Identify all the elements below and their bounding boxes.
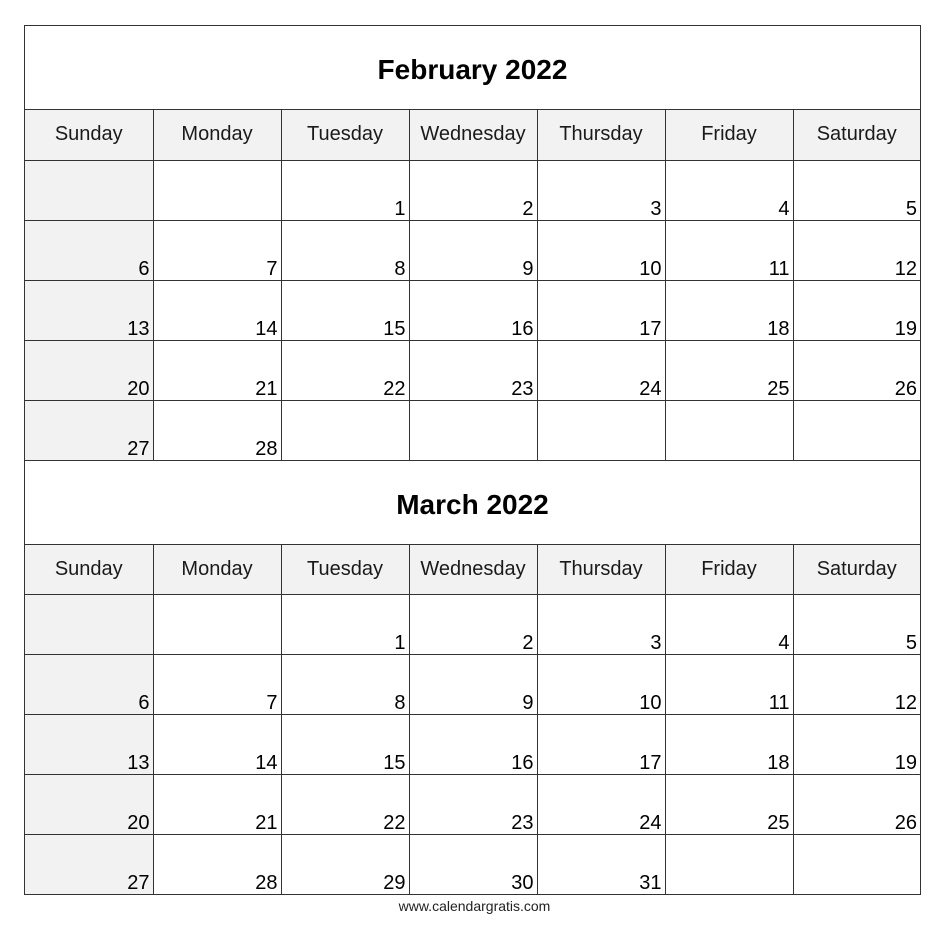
month-title: March 2022 bbox=[25, 461, 920, 545]
day-cell: 17 bbox=[537, 715, 665, 775]
week-row bbox=[25, 655, 920, 715]
weekday-sunday: Sunday bbox=[25, 110, 153, 160]
day-cell: 21 bbox=[153, 775, 281, 835]
day-cell: 3 bbox=[537, 595, 665, 655]
day-cell: 22 bbox=[281, 340, 409, 400]
day-cell: 2 bbox=[409, 595, 537, 655]
day-cell: 24 bbox=[537, 775, 665, 835]
day-cell: 16 bbox=[409, 715, 537, 775]
day-cell: 27 bbox=[25, 400, 153, 460]
weekday-header-row bbox=[25, 110, 920, 160]
week-row bbox=[25, 835, 920, 895]
day-cell: 12 bbox=[793, 220, 920, 280]
month-title: February 2022 bbox=[25, 26, 920, 110]
day-cell: 5 bbox=[793, 160, 920, 220]
day-cell: 23 bbox=[409, 340, 537, 400]
day-cell: 21 bbox=[153, 340, 281, 400]
day-cell: 20 bbox=[25, 340, 153, 400]
week-row bbox=[25, 400, 920, 460]
week-row bbox=[25, 775, 920, 835]
footer-url[interactable]: www.calendargratis.com bbox=[398, 898, 551, 914]
day-cell: 14 bbox=[153, 280, 281, 340]
month-grid bbox=[25, 545, 920, 896]
day-cell: 10 bbox=[537, 220, 665, 280]
day-cell: 15 bbox=[281, 715, 409, 775]
day-cell bbox=[25, 595, 153, 655]
day-cell: 9 bbox=[409, 220, 537, 280]
day-cell: 6 bbox=[25, 220, 153, 280]
day-cell: 25 bbox=[665, 340, 793, 400]
weekday-monday: Monday bbox=[153, 110, 281, 160]
day-cell bbox=[153, 160, 281, 220]
day-cell: 22 bbox=[281, 775, 409, 835]
day-cell: 31 bbox=[537, 835, 665, 895]
day-cell bbox=[793, 835, 920, 895]
day-cell: 9 bbox=[409, 655, 537, 715]
day-cell: 26 bbox=[793, 340, 920, 400]
day-cell: 20 bbox=[25, 775, 153, 835]
day-cell: 26 bbox=[793, 775, 920, 835]
day-cell: 8 bbox=[281, 655, 409, 715]
weekday-monday: Monday bbox=[153, 545, 281, 595]
weekday-friday: Friday bbox=[665, 110, 793, 160]
week-row bbox=[25, 220, 920, 280]
day-cell bbox=[409, 400, 537, 460]
weekday-thursday: Thursday bbox=[537, 545, 665, 595]
day-cell: 18 bbox=[665, 715, 793, 775]
weekday-saturday: Saturday bbox=[793, 545, 920, 595]
day-cell: 3 bbox=[537, 160, 665, 220]
day-cell: 14 bbox=[153, 715, 281, 775]
day-cell: 16 bbox=[409, 280, 537, 340]
weekday-header-row bbox=[25, 545, 920, 595]
day-cell bbox=[153, 595, 281, 655]
day-cell: 30 bbox=[409, 835, 537, 895]
day-cell: 1 bbox=[281, 160, 409, 220]
day-cell bbox=[665, 835, 793, 895]
day-cell: 29 bbox=[281, 835, 409, 895]
week-row bbox=[25, 160, 920, 220]
weekday-tuesday: Tuesday bbox=[281, 545, 409, 595]
day-cell: 19 bbox=[793, 715, 920, 775]
day-cell: 4 bbox=[665, 160, 793, 220]
day-cell: 15 bbox=[281, 280, 409, 340]
day-cell: 13 bbox=[25, 715, 153, 775]
day-cell: 25 bbox=[665, 775, 793, 835]
weekday-tuesday: Tuesday bbox=[281, 110, 409, 160]
day-cell bbox=[537, 400, 665, 460]
day-cell: 11 bbox=[665, 220, 793, 280]
day-cell: 6 bbox=[25, 655, 153, 715]
month-block-february bbox=[25, 26, 920, 461]
day-cell: 23 bbox=[409, 775, 537, 835]
day-cell: 10 bbox=[537, 655, 665, 715]
day-cell: 1 bbox=[281, 595, 409, 655]
day-cell: 27 bbox=[25, 835, 153, 895]
day-cell: 2 bbox=[409, 160, 537, 220]
day-cell: 8 bbox=[281, 220, 409, 280]
day-cell: 11 bbox=[665, 655, 793, 715]
weekday-sunday: Sunday bbox=[25, 545, 153, 595]
week-row bbox=[25, 715, 920, 775]
day-cell: 12 bbox=[793, 655, 920, 715]
day-cell: 7 bbox=[153, 655, 281, 715]
day-cell bbox=[665, 400, 793, 460]
calendar-sheet bbox=[24, 25, 921, 895]
week-row bbox=[25, 280, 920, 340]
day-cell bbox=[281, 400, 409, 460]
weekday-saturday: Saturday bbox=[793, 110, 920, 160]
month-grid bbox=[25, 110, 920, 461]
day-cell: 5 bbox=[793, 595, 920, 655]
day-cell: 18 bbox=[665, 280, 793, 340]
day-cell: 19 bbox=[793, 280, 920, 340]
week-row bbox=[25, 595, 920, 655]
day-cell bbox=[25, 160, 153, 220]
day-cell: 17 bbox=[537, 280, 665, 340]
day-cell: 24 bbox=[537, 340, 665, 400]
day-cell: 13 bbox=[25, 280, 153, 340]
weekday-wednesday: Wednesday bbox=[409, 545, 537, 595]
day-cell: 4 bbox=[665, 595, 793, 655]
weekday-friday: Friday bbox=[665, 545, 793, 595]
day-cell: 28 bbox=[153, 400, 281, 460]
day-cell: 28 bbox=[153, 835, 281, 895]
week-row bbox=[25, 340, 920, 400]
day-cell bbox=[793, 400, 920, 460]
month-block-march bbox=[25, 461, 920, 896]
day-cell: 7 bbox=[153, 220, 281, 280]
weekday-thursday: Thursday bbox=[537, 110, 665, 160]
weekday-wednesday: Wednesday bbox=[409, 110, 537, 160]
